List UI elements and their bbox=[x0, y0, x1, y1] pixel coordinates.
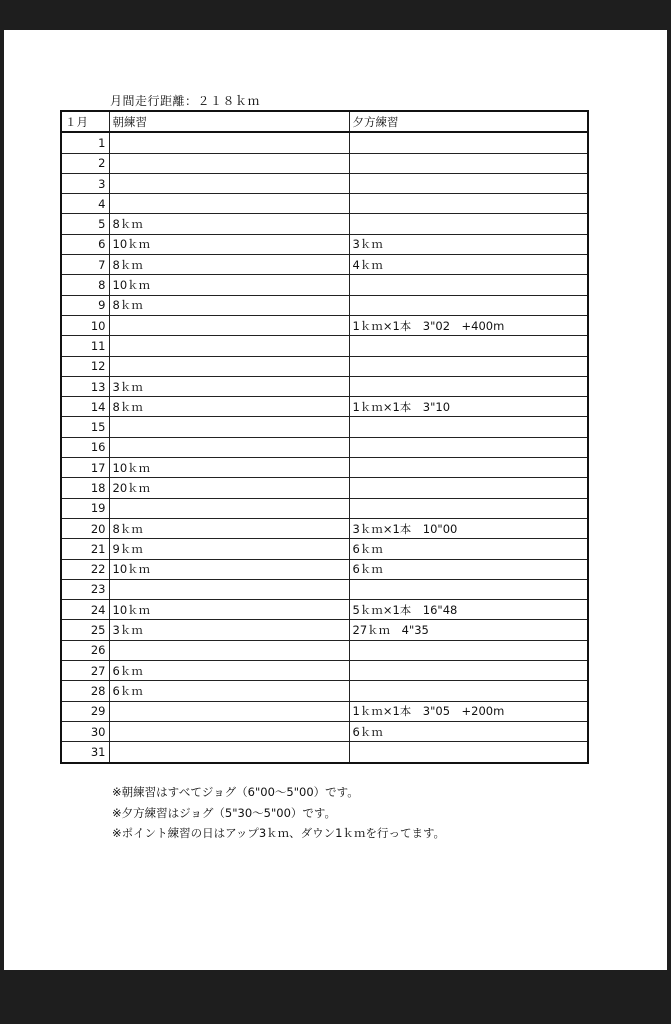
morning-cell bbox=[109, 132, 349, 153]
day-cell: 6 bbox=[61, 234, 109, 254]
table-row bbox=[61, 397, 588, 417]
evening-cell bbox=[349, 437, 588, 457]
table-row bbox=[61, 295, 588, 315]
note-line: ※朝練習はすべてジョグ（6"00～5"00）です。 bbox=[112, 785, 359, 799]
morning-cell: 10ｋｍ bbox=[109, 458, 349, 478]
table-row bbox=[61, 681, 588, 701]
day-cell: 23 bbox=[61, 579, 109, 599]
day-cell: 22 bbox=[61, 559, 109, 579]
day-cell: 20 bbox=[61, 518, 109, 538]
day-cell: 21 bbox=[61, 539, 109, 559]
table-row bbox=[61, 336, 588, 356]
table-row bbox=[61, 194, 588, 214]
day-cell: 29 bbox=[61, 701, 109, 721]
table-row bbox=[61, 620, 588, 640]
evening-cell: 1ｋｍ×1本 3"10 bbox=[349, 397, 588, 417]
day-cell: 31 bbox=[61, 742, 109, 763]
morning-cell bbox=[109, 701, 349, 721]
evening-cell bbox=[349, 681, 588, 701]
evening-cell: 6ｋｍ bbox=[349, 559, 588, 579]
morning-cell bbox=[109, 579, 349, 599]
day-cell: 16 bbox=[61, 437, 109, 457]
evening-cell: 5ｋｍ×1本 16"48 bbox=[349, 600, 588, 620]
day-cell: 8 bbox=[61, 275, 109, 295]
morning-cell: 10ｋｍ bbox=[109, 600, 349, 620]
table-row bbox=[61, 132, 588, 153]
day-cell: 14 bbox=[61, 397, 109, 417]
day-cell: 28 bbox=[61, 681, 109, 701]
day-cell: 11 bbox=[61, 336, 109, 356]
morning-header: 朝練習 bbox=[109, 111, 349, 132]
evening-cell: 6ｋｍ bbox=[349, 539, 588, 559]
evening-cell bbox=[349, 275, 588, 295]
evening-cell: 4ｋｍ bbox=[349, 255, 588, 275]
table-row bbox=[61, 437, 588, 457]
day-cell: 17 bbox=[61, 458, 109, 478]
table-row bbox=[61, 255, 588, 275]
evening-cell bbox=[349, 498, 588, 518]
day-cell: 9 bbox=[61, 295, 109, 315]
day-cell: 30 bbox=[61, 721, 109, 741]
morning-cell bbox=[109, 153, 349, 173]
table-header-row bbox=[61, 111, 588, 132]
training-log-table bbox=[60, 110, 589, 764]
day-cell: 2 bbox=[61, 153, 109, 173]
document-page bbox=[4, 30, 667, 970]
morning-cell bbox=[109, 194, 349, 214]
evening-cell bbox=[349, 640, 588, 660]
morning-cell: 10ｋｍ bbox=[109, 234, 349, 254]
table-row bbox=[61, 315, 588, 335]
evening-cell: 6ｋｍ bbox=[349, 721, 588, 741]
evening-cell bbox=[349, 214, 588, 234]
table-row bbox=[61, 600, 588, 620]
viewer-bottom-bar bbox=[0, 972, 671, 1024]
morning-cell: 6ｋｍ bbox=[109, 661, 349, 681]
evening-cell: 27ｋｍ 4"35 bbox=[349, 620, 588, 640]
morning-cell: 8ｋｍ bbox=[109, 295, 349, 315]
table-row bbox=[61, 579, 588, 599]
evening-cell bbox=[349, 376, 588, 396]
table-row bbox=[61, 559, 588, 579]
table-row bbox=[61, 640, 588, 660]
day-cell: 12 bbox=[61, 356, 109, 376]
table-row bbox=[61, 661, 588, 681]
note-line: ※夕方練習はジョグ（5"30～5"00）です。 bbox=[112, 805, 336, 820]
table-row bbox=[61, 742, 588, 763]
day-cell: 3 bbox=[61, 173, 109, 193]
day-cell: 19 bbox=[61, 498, 109, 518]
evening-cell: 3ｋｍ bbox=[349, 234, 588, 254]
table-row bbox=[61, 214, 588, 234]
table-row bbox=[61, 458, 588, 478]
morning-cell bbox=[109, 437, 349, 457]
morning-cell bbox=[109, 640, 349, 660]
table-row bbox=[61, 376, 588, 396]
morning-cell: 9ｋｍ bbox=[109, 539, 349, 559]
month-header: １月 bbox=[61, 111, 109, 132]
evening-cell bbox=[349, 336, 588, 356]
day-cell: 13 bbox=[61, 376, 109, 396]
day-cell: 5 bbox=[61, 214, 109, 234]
evening-cell: 1ｋｍ×1本 3"05 +200m bbox=[349, 701, 588, 721]
note-line: ※ポイント練習の日はアップ3ｋｍ、ダウン1ｋｍを行ってます。 bbox=[112, 826, 446, 840]
day-cell: 18 bbox=[61, 478, 109, 498]
morning-cell: 8ｋｍ bbox=[109, 214, 349, 234]
morning-cell: 3ｋｍ bbox=[109, 620, 349, 640]
viewer-top-bar bbox=[0, 0, 671, 28]
table-row bbox=[61, 153, 588, 173]
table-row bbox=[61, 539, 588, 559]
evening-cell bbox=[349, 458, 588, 478]
morning-cell bbox=[109, 173, 349, 193]
table-row bbox=[61, 721, 588, 741]
day-cell: 26 bbox=[61, 640, 109, 660]
day-cell: 25 bbox=[61, 620, 109, 640]
morning-cell: 8ｋｍ bbox=[109, 518, 349, 538]
day-cell: 24 bbox=[61, 600, 109, 620]
evening-cell bbox=[349, 295, 588, 315]
evening-cell: 1ｋｍ×1本 3"02 +400m bbox=[349, 315, 588, 335]
morning-cell bbox=[109, 721, 349, 741]
monthly-distance-summary: 月間走行距離：２１８ｋｍ bbox=[110, 94, 261, 108]
evening-cell bbox=[349, 356, 588, 376]
morning-cell: 10ｋｍ bbox=[109, 275, 349, 295]
table-row bbox=[61, 518, 588, 538]
table-row bbox=[61, 701, 588, 721]
evening-cell bbox=[349, 173, 588, 193]
morning-cell: 8ｋｍ bbox=[109, 397, 349, 417]
table-row bbox=[61, 478, 588, 498]
evening-cell bbox=[349, 579, 588, 599]
evening-cell bbox=[349, 153, 588, 173]
table-row bbox=[61, 356, 588, 376]
notes bbox=[112, 782, 445, 844]
table-row bbox=[61, 498, 588, 518]
morning-cell bbox=[109, 315, 349, 335]
table-body bbox=[61, 132, 588, 762]
evening-cell: 3ｋｍ×1本 10"00 bbox=[349, 518, 588, 538]
day-cell: 1 bbox=[61, 132, 109, 153]
table-row bbox=[61, 173, 588, 193]
evening-cell bbox=[349, 478, 588, 498]
morning-cell bbox=[109, 742, 349, 763]
morning-cell: 3ｋｍ bbox=[109, 376, 349, 396]
morning-cell: 6ｋｍ bbox=[109, 681, 349, 701]
evening-cell bbox=[349, 742, 588, 763]
day-cell: 10 bbox=[61, 315, 109, 335]
day-cell: 27 bbox=[61, 661, 109, 681]
day-cell: 4 bbox=[61, 194, 109, 214]
day-cell: 15 bbox=[61, 417, 109, 437]
evening-cell bbox=[349, 417, 588, 437]
morning-cell: 20ｋｍ bbox=[109, 478, 349, 498]
evening-header: 夕方練習 bbox=[349, 111, 588, 132]
evening-cell bbox=[349, 132, 588, 153]
table-row bbox=[61, 417, 588, 437]
evening-cell bbox=[349, 661, 588, 681]
table-row bbox=[61, 275, 588, 295]
table-row bbox=[61, 234, 588, 254]
morning-cell bbox=[109, 498, 349, 518]
morning-cell bbox=[109, 417, 349, 437]
day-cell: 7 bbox=[61, 255, 109, 275]
morning-cell bbox=[109, 356, 349, 376]
morning-cell: 10ｋｍ bbox=[109, 559, 349, 579]
morning-cell: 8ｋｍ bbox=[109, 255, 349, 275]
morning-cell bbox=[109, 336, 349, 356]
evening-cell bbox=[349, 194, 588, 214]
